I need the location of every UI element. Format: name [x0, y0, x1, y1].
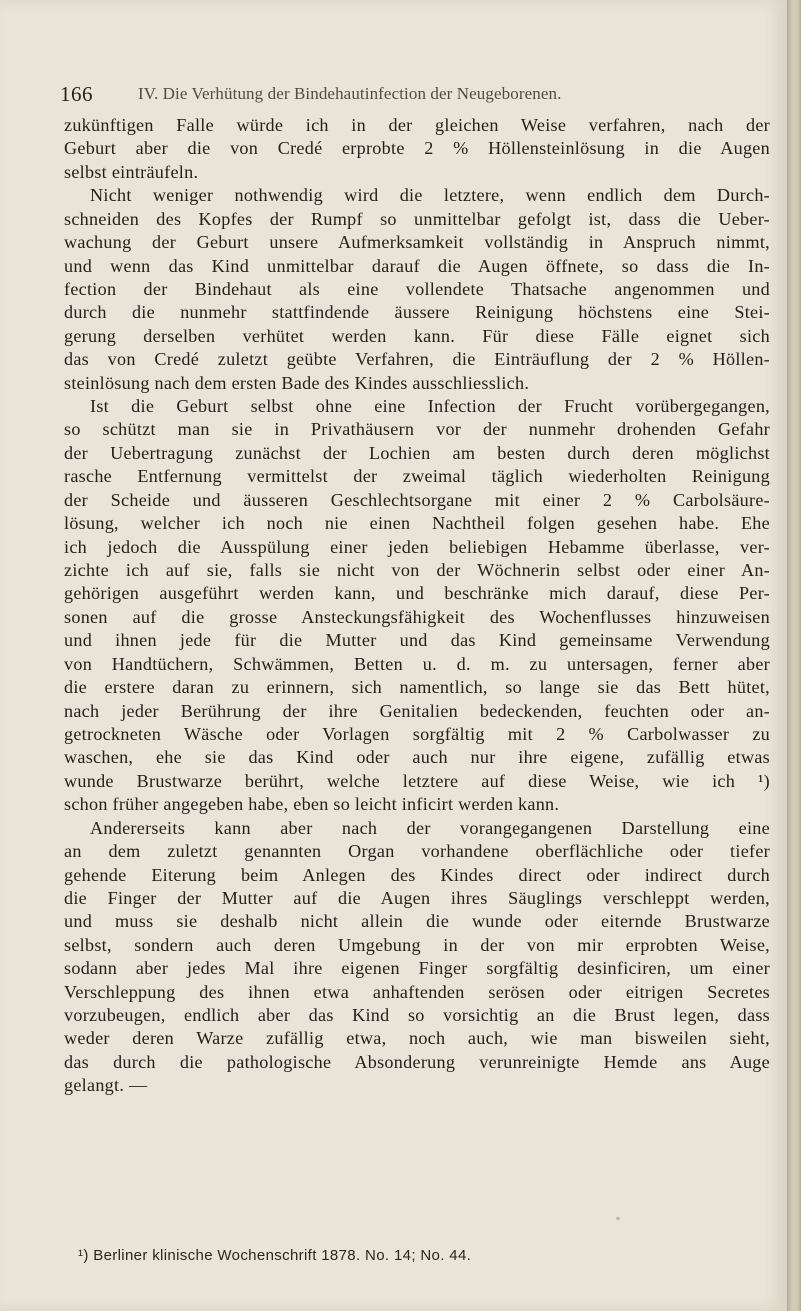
page-number: 166	[60, 82, 93, 106]
running-head: IV. Die Verhütung der Bindehautinfection der Neugeborenen.	[138, 84, 562, 103]
text-line: Nicht weniger nothwendig wird die letztere, wenn endlich dem Durch-	[90, 185, 770, 206]
paragraph	[64, 817, 770, 1098]
text-line: weder deren Warze zufällig etwa, noch auch, wie man bisweilen sieht,	[64, 1028, 770, 1049]
text-line: der Scheide und äusseren Geschlechtsorgane mit einer 2 % Carbolsäure-	[64, 489, 770, 510]
text-line: gehörigen ausgeführt werden kann, und beschränke mich darauf, diese Per-	[64, 583, 770, 604]
text-line: die Finger der Mutter auf die Augen ihres Säuglings verschleppt werden,	[64, 887, 770, 908]
text-line: Andererseits kann aber nach der vorangegangenen Darstellung eine	[90, 817, 770, 838]
footnote: ¹) Berliner klinische Wochenschrift 1878. No. 14; No. 44.	[78, 1247, 472, 1264]
text-line: selbst, sondern auch deren Umgebung in der von mir erprobten Weise,	[64, 934, 770, 955]
text-line: fection der Bindehaut als eine vollendete Thatsache angenommen und	[64, 278, 770, 299]
page-header	[60, 82, 740, 110]
text-line: steinlösung nach dem ersten Bade des Kindes ausschliesslich.	[64, 372, 530, 393]
text-line: wachung der Geburt unsere Aufmerksamkeit vollständig in Anspruch nimmt,	[64, 232, 770, 253]
text-line: der Uebertragung zunächst der Lochien am besten durch deren möglichst	[64, 442, 770, 463]
text-line: das durch die pathologische Absonderung verunreinigte Hemde ans Auge	[64, 1051, 770, 1072]
text-line: vorzubeugen, endlich aber das Kind so vorsichtig an die Brust legen, dass	[64, 1005, 770, 1026]
text-line: schneiden des Kopfes der Rumpf so unmittelbar gefolgt ist, dass die Ueber-	[64, 208, 770, 229]
text-line: gerung derselben verhütet werden kann. Für diese Fälle eignet sich	[64, 325, 770, 346]
text-line: und wenn das Kind unmittelbar darauf die Augen öffnete, so dass die In-	[64, 255, 770, 276]
paragraph	[64, 184, 770, 395]
text-line: zichte ich auf sie, falls sie nicht von der Wöchnerin selbst oder einer An-	[64, 560, 770, 581]
paragraph	[64, 114, 770, 184]
page-edge	[787, 0, 801, 1311]
text-line: so schützt man sie in Privathäusern vor der nunmehr drohenden Gefahr	[64, 419, 770, 440]
paper-speck	[616, 1217, 620, 1220]
text-line: sonen auf die grosse Ansteckungsfähigkeit des Wochenflusses hinzuweisen	[64, 606, 770, 627]
text-line: sodann aber jedes Mal ihre eigenen Finger sorgfältig desinficiren, um einer	[64, 958, 770, 979]
text-line: Ist die Geburt selbst ohne eine Infection der Frucht vorübergegangen,	[90, 396, 770, 417]
text-line: an dem zuletzt genannten Organ vorhandene oberflächliche oder tiefer	[64, 841, 770, 862]
text-line: lösung, welcher ich noch nie einen Nachtheil folgen gesehen habe. Ehe	[64, 513, 770, 534]
text-line: Geburt aber die von Credé erprobte 2 % Höllensteinlösung in die Augen	[64, 138, 770, 159]
text-line: getrockneten Wäsche oder Vorlagen sorgfältig mit 2 % Carbolwasser zu	[64, 723, 770, 744]
text-line: und ihnen jede für die Mutter und das Kind gemeinsame Verwendung	[64, 630, 770, 651]
text-line: die erstere daran zu erinnern, sich namentlich, so lange sie das Bett hütet,	[64, 677, 770, 698]
text-line: gehende Eiterung beim Anlegen des Kindes direct oder indirect durch	[64, 864, 770, 885]
paragraph	[64, 395, 770, 817]
text-line: nach jeder Berührung der ihre Genitalien bedeckenden, feuchten oder an-	[64, 700, 770, 721]
text-line: durch die nunmehr stattfindende äussere Reinigung höchstens eine Stei-	[64, 302, 770, 323]
text-line: waschen, ehe sie das Kind oder auch nur ihre eigene, zufällig etwas	[64, 747, 770, 768]
text-line: und muss sie deshalb nicht allein die wunde oder eiternde Brustwarze	[64, 911, 770, 932]
text-line: ich jedoch die Ausspülung einer jeden beliebigen Hebamme überlasse, ver-	[64, 536, 770, 557]
text-line: selbst einträufeln.	[64, 161, 199, 182]
text-line: das von Credé zuletzt geübte Verfahren, die Einträuflung der 2 % Höllen-	[64, 349, 770, 370]
text-line: wunde Brustwarze berührt, welche letztere auf diese Weise, wie ich ¹)	[64, 770, 770, 791]
text-line: von Handtüchern, Schwämmen, Betten u. d. m. zu untersagen, ferner aber	[64, 653, 770, 674]
body-text	[64, 114, 770, 1098]
text-line: schon früher angegeben habe, eben so leicht inficirt werden kann.	[64, 794, 560, 815]
text-line: gelangt. —	[64, 1075, 148, 1096]
text-line: rasche Entfernung vermittelst der zweimal täglich wiederholten Reinigung	[64, 466, 770, 487]
text-line: Verschleppung des ihnen etwa anhaftenden serösen oder eitrigen Secretes	[64, 981, 770, 1002]
text-line: zukünftigen Falle würde ich in der gleichen Weise verfahren, nach der	[64, 115, 770, 135]
